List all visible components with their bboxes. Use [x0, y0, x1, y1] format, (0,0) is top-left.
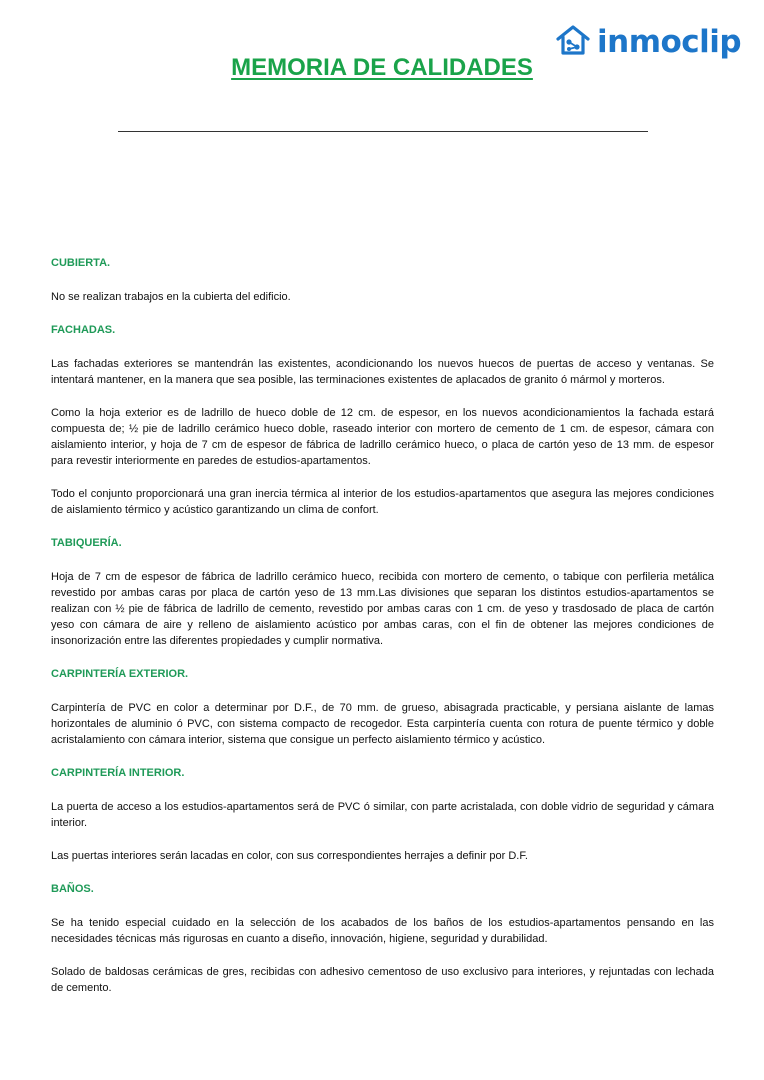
section-heading: BAÑOS.	[51, 883, 94, 895]
section-heading: FACHADAS.	[51, 324, 116, 336]
paragraph: Carpintería de PVC en color a determinar por D.F., de 70 mm. de grueso, abisagrada practicable, y persiana aislante de lamas horizontales de aluminio ó PVC, con sistema compacto de recogedor. Esta carpintería cuenta con rotura de puente térmico y doble acristalamiento con cámara interior, sistema que consigue un perfecto aislamiento térmico y acústico.	[51, 702, 714, 746]
section-heading: CUBIERTA.	[51, 257, 111, 269]
section-carpinteria-exterior	[51, 666, 714, 748]
paragraph: Hoja de 7 cm de espesor de fábrica de ladrillo cerámico hueco, recibida con mortero de cemento, o tabique con perfileria metálica revestido por ambas caras por placa de cartón yeso de 13 mm.Las divisiones que separan los distintos estudios-apartamentos se realizan con ½ pie de fábrica de ladrillo de cemento, revestido por ambas caras con 1 cm. de yeso y trasdosado de placa de cartón yeso con cámara de aire y relleno de aislamiento acústico por ambas caras, con el fin de obtener las mejores condiciones de insonorización entre las diferentes propiedades y cumplir normativa.	[51, 571, 714, 647]
title-rule	[118, 131, 648, 132]
section-tabiqueria	[51, 535, 714, 649]
section-heading: CARPINTERÍA INTERIOR.	[51, 767, 185, 779]
section-heading: CARPINTERÍA EXTERIOR.	[51, 668, 189, 680]
paragraph: Todo el conjunto proporcionará una gran inercia térmica al interior de los estudios-apartamentos que asegura las mejores condiciones de aislamiento térmico y acústico garantizando un clima de confort.	[51, 488, 714, 516]
paragraph: Solado de baldosas cerámicas de gres, recibidas con adhesivo cementoso de uso exclusivo para interiores, y rejuntadas con lechada de cemento.	[51, 966, 714, 994]
section-heading: TABIQUERÍA.	[51, 537, 122, 549]
paragraph: La puerta de acceso a los estudios-apartamentos será de PVC ó similar, con parte acristalada, con doble vidrio de seguridad y cámara interior.	[51, 801, 714, 829]
section-carpinteria-interior	[51, 765, 714, 864]
section-cubierta	[51, 255, 714, 305]
paragraph: Se ha tenido especial cuidado en la selección de los acabados de los baños de los estudios-apartamentos pensando en las necesidades técnicas más rigurosas en cuanto a diseño, innovación, higiene, seguridad y durabilidad.	[51, 917, 714, 945]
paragraph: Las puertas interiores serán lacadas en color, con sus correspondientes herrajes a definir por D.F.	[51, 850, 528, 862]
document-body	[51, 255, 714, 996]
section-fachadas	[51, 322, 714, 518]
paragraph: Las fachadas exteriores se mantendrán las existentes, acondicionando los nuevos huecos de puertas de acceso y ventanas. Se intentará mantener, en la manera que sea posible, las terminaciones existentes de aplacados de granito ó mármol y morteros.	[51, 358, 714, 386]
paragraph: No se realizan trabajos en la cubierta del edificio.	[51, 291, 291, 303]
document-title: MEMORIA DE CALIDADES	[231, 54, 533, 81]
paragraph: Como la hoja exterior es de ladrillo de hueco doble de 12 cm. de espesor, en los nuevos acondicionamientos la fachada estará compuesta de; ½ pie de ladrillo cerámico hueco doble, raseado interior con mortero de cemento de 1 cm. de espesor, cámara con aislamiento interior, y hoja de 7 cm de espesor de fábrica de ladrillo cerámico hueco, o placa de cartón yeso de 13 mm. de espesor para revestir interiormente en paredes de estudios-apartamentos.	[51, 407, 714, 467]
section-banos	[51, 881, 714, 996]
logo-text: inmoclip	[597, 24, 742, 60]
